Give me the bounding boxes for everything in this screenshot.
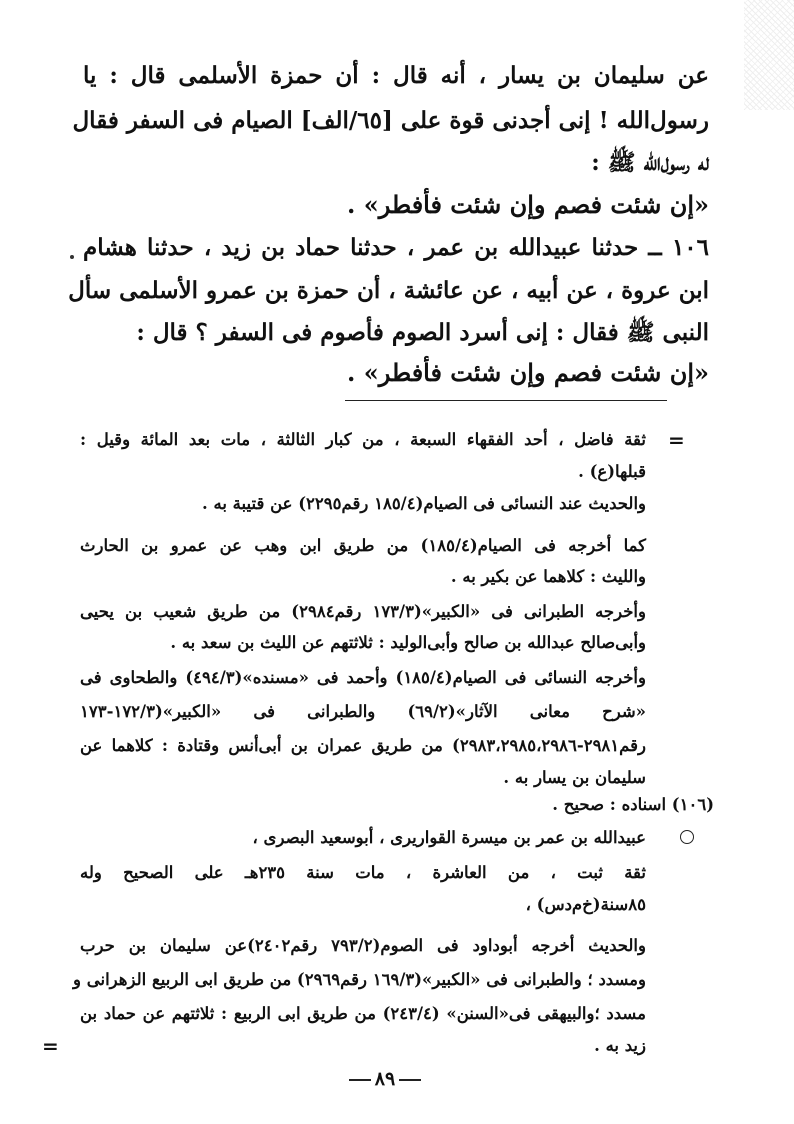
page-number-dash-left [349,1079,371,1081]
footnote-separator [345,400,667,401]
footnote-line: وأبى‌صالح عبدالله بن صالح وأبى‌الوليد : ثلاثتهم عن الليث بن سعد به . [170,633,646,652]
footnote-isnad-heading: (١٠٦) اسناده : صحيح . [552,795,714,814]
footnote-line: كما أخرجه فى الصيام(١٨٥/٤) من طريق ابن وهب عن عمرو بن الحارث [80,536,646,555]
footnote-continuation-marker-bottom: = [42,1034,59,1058]
hadith-106-line-2: ابن عروة ، عن أبيه ، عن عائشة ، أن حمزة بن عمرو الأسلمى سأل [68,277,709,304]
footnote-line: مسدد ؛والبيهقى فى«السنن» (٢٤٣/٤) من طريق ابى الربيع : ثلاثتهم عن حماد بن [80,1004,646,1023]
bullet-circle-icon [680,830,694,844]
footnote-line: زيد به . [594,1036,646,1055]
hadith-106-line-1: ١٠٦ ــ حدثنا عبيدالله بن عمر ، حدثنا حماد بن زيد ، حدثنا هشام [83,234,709,261]
footnote-line: قبلها(ع) . [578,462,646,481]
footnote-line: والليث : كلاهما عن بكير به . [450,567,646,586]
footnote-line: سليمان بن يسار به . [503,768,646,787]
page-number [340,1068,430,1090]
main-line-3: له رسول‌الله ﷺ : [591,149,709,176]
footnote-line: ومسدد ؛ والطبرانى فى «الكبير»(١٦٩/٣ رقم٢٩٦٩) من طريق ابى الربيع الزهرانى و [73,970,646,989]
main-line-2: رسول‌الله ! إنى أجدنى قوة على [٦٥/الف] الصيام فى السفر فقال [72,107,709,134]
footnote-line: والحديث أخرجه أبوداود فى الصوم(٧٩٣/٢ رقم٢٤٠٢)عن سليمان بن حرب [80,936,646,955]
footnote-line: وأخرجه الطبرانى فى «الكبير»(١٧٣/٣ رقم٢٩٨٤) من طريق شعيب بن يحيى [80,602,646,621]
footnote-line: ٨٥سنة(خ‌م‌دس) ، [525,895,646,914]
hadith-106-line-3: النبى ﷺ فقال : إنى أسرد الصوم فأصوم فى السفر ؟ قال : [136,319,709,346]
footnote-line: ثقة فاضل ، أحد الفقهاء السبعة ، من كبار الثالثة ، مات بعد المائة وقيل : [80,430,646,449]
main-line-1: عن سليمان بن يسار ، أنه قال : أن حمزة الأسلمى قال : يا [83,62,709,89]
footnote-line: ثقة ثبت ، من العاشرة ، مات سنة ٢٣٥هـ على الصحيح وله [80,863,646,882]
footnote-continuation-marker: = [668,428,685,452]
footnote-line: رقم٢٩٨١-٢٩٨٣،٢٩٨٥،٢٩٨٦) من طريق عمران بن أبى‌أنس وقتادة : كلاهما عن [80,736,646,755]
footnote-line: وأخرجه النسائى فى الصيام(١٨٥/٤) وأحمد فى «مسنده»(٤٩٤/٣) والطحاوى فى [80,668,646,687]
page-number-dash-right [399,1079,421,1081]
footnote-line: والحديث عند النسائى فى الصيام(١٨٥/٤ رقم٢٢٩٥) عن قتيبة به . [202,494,646,513]
footnote-line: «شرح معانى الآثار»(٦٩/٢) والطبرانى فى «الكبير»(١٧٢/٣-١٧٣ [80,702,646,721]
page-number-value: ٨٩ [374,1068,396,1090]
ink-dot [70,255,74,259]
hadith-106-quote: «إن شئت فصم وإن شئت فأفطر» . [347,358,709,387]
main-line-4-quote: «إن شئت فصم وإن شئت فأفطر» . [347,190,709,219]
footnote-line: عبيدالله بن عمر بن ميسرة القواريرى ، أبوسعيد البصرى ، [252,828,646,847]
